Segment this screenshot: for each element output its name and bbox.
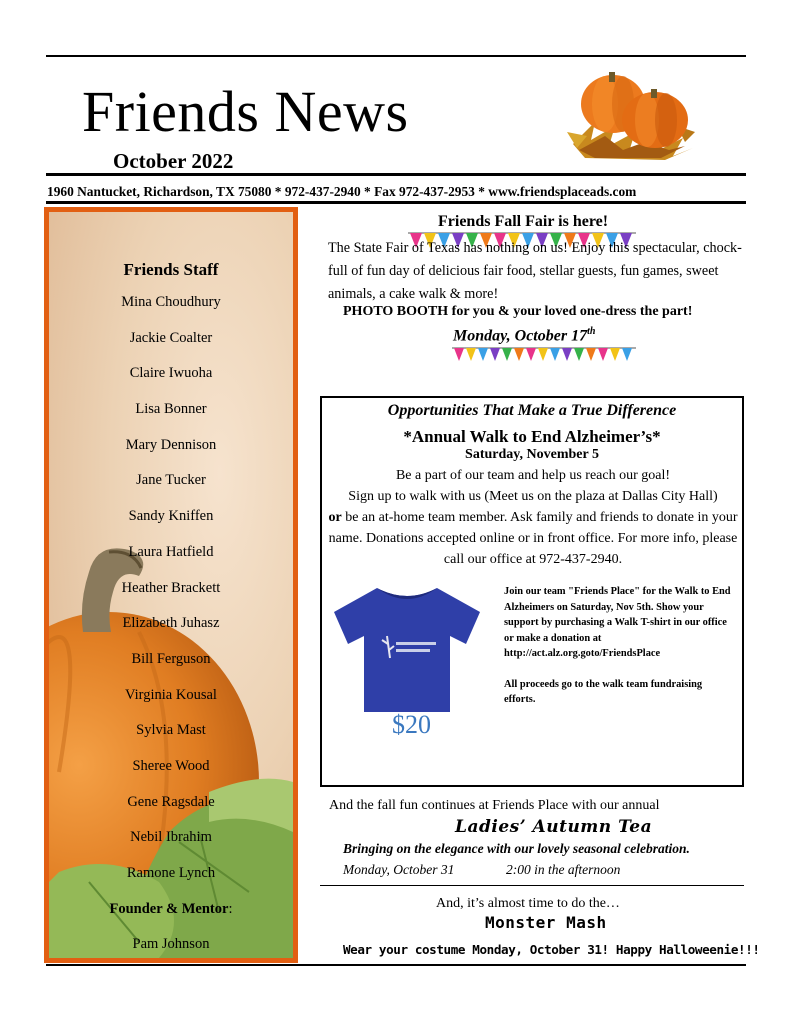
pennant-flag	[502, 348, 512, 361]
top-rule	[46, 55, 746, 57]
fall-fair-date-main: Monday, October 17	[453, 327, 588, 345]
pennant-flag	[586, 348, 596, 361]
pennant-flag	[526, 348, 536, 361]
sidebar-panel	[49, 212, 293, 958]
pumpkins-leaves-image	[565, 62, 697, 160]
pennant-flag	[490, 348, 500, 361]
pennant-flag	[610, 348, 620, 361]
founder-line	[49, 899, 293, 935]
pennant-flag	[622, 348, 632, 361]
staff-member: Jane Tucker	[136, 472, 206, 489]
pennant-flag	[538, 348, 548, 361]
walk-or: or	[328, 510, 342, 525]
staff-member: Laura Hatfield	[128, 543, 214, 560]
staff-sidebar	[44, 207, 298, 963]
tea-rule	[320, 885, 744, 886]
header-rule	[46, 173, 746, 176]
fall-fair-description: The State Fair of Texas has nothing on us! Enjoy this spectacular, chock-full of fun day of delicious fair food, stellar guests, fun games, sweet animals, a cake walk & more!	[328, 240, 742, 302]
staff-member: Jackie Coalter	[129, 329, 213, 346]
fall-fair-date	[453, 326, 595, 345]
tshirt-info	[504, 584, 736, 708]
walk-tshirt-image	[332, 578, 482, 718]
pennant-banner-bottom	[452, 347, 642, 363]
walk-line-1: Be a part of our team and help us reach our goal!	[395, 468, 671, 483]
tea-subtitle: Bringing on the elegance with our lovely seasonal celebration.	[343, 841, 690, 856]
tshirt-join-text: Join our team "Friends Place" for the Walk to End Alzheimers on Saturday, Nov 5th. Show your support by purchasing a Walk T-shirt in our office or make a donation at http://act.alz.org.goto/FriendsPlace	[504, 586, 731, 659]
staff-member: Virginia Kousal	[125, 686, 217, 703]
staff-member: Elizabeth Juhasz	[122, 615, 220, 632]
fall-fair-date-suffix: th	[587, 326, 596, 337]
newsletter-month: October 2022	[113, 149, 234, 173]
tshirt-price: $20	[392, 710, 431, 739]
pennant-flag	[514, 348, 524, 361]
pennant-flag	[478, 348, 488, 361]
staff-member: Mary Dennison	[125, 436, 217, 453]
founder-name: Pam Johnson	[132, 936, 210, 953]
photo-booth-note: PHOTO BOOTH for you & your loved one-dress the part!	[343, 304, 693, 319]
staff-member: Lisa Bonner	[135, 401, 207, 418]
staff-member: Nebil Ibrahim	[130, 829, 212, 846]
staff-member: Ramone Lynch	[126, 865, 216, 881]
staff-heading: Friends Staff	[123, 260, 219, 279]
mash-title: Monster Mash	[485, 913, 607, 932]
tea-title: Ladies’ Autumn Tea	[455, 817, 653, 837]
tea-intro: And the fall fun continues at Friends Place with our annual	[329, 798, 660, 813]
opportunities-box	[320, 396, 744, 787]
pennant-flag	[454, 348, 464, 361]
staff-member: Sheree Wood	[132, 757, 210, 774]
fall-fair-title: Friends Fall Fair is here!	[438, 213, 609, 230]
tshirt-proceeds-text: All proceeds go to the walk team fundraising efforts.	[504, 678, 703, 705]
address-rule	[46, 201, 746, 204]
staff-list	[49, 292, 293, 958]
tea-time: 2:00 in the afternoon	[506, 862, 621, 877]
pennant-flag	[550, 348, 560, 361]
mash-subtitle: Wear your costume Monday, October 31! Happy Halloweenie!!!	[343, 942, 760, 957]
walk-date: Saturday, November 5	[465, 447, 599, 462]
pennant-flag	[466, 348, 476, 361]
address-line: 1960 Nantucket, Richardson, TX 75080 * 972-437-2940 * Fax 972-437-2953 * www.friendsplaceads.com	[47, 184, 637, 199]
opportunities-heading: Opportunities That Make a True Difference	[387, 402, 677, 419]
tea-date: Monday, October 31	[343, 862, 455, 877]
walk-rest-text: be an at-home team member. Ask family and friends to donate in your name. Donations accepted online or in front office. For more info, please call our office at 972-437-2940.	[328, 510, 738, 567]
founder-colon: :	[228, 900, 233, 917]
newsletter-title: Friends News	[82, 79, 409, 144]
pennant-flag	[598, 348, 608, 361]
walk-title: *Annual Walk to End Alzheimer’s*	[403, 427, 661, 446]
pennant-flag	[574, 348, 584, 361]
staff-member: Claire Iwuoha	[129, 365, 213, 382]
staff-member: Sylvia Mast	[136, 722, 206, 739]
bottom-rule	[46, 964, 746, 966]
mash-intro: And, it’s almost time to do the…	[436, 896, 620, 911]
pennant-flag	[562, 348, 572, 361]
staff-member: Gene Ragsdale	[127, 793, 215, 810]
staff-member: Sandy Kniffen	[128, 508, 214, 525]
walk-description	[328, 465, 738, 570]
walk-line-2: Sign up to walk with us (Meet us on the plaza at Dallas City Hall)	[348, 489, 718, 504]
staff-member: Bill Ferguson	[131, 650, 211, 667]
staff-member: Heather Brackett	[121, 579, 221, 596]
walk-line-rest	[328, 507, 738, 570]
staff-member: Mina Choudhury	[121, 294, 221, 310]
founder-label: Founder & Mentor	[109, 900, 229, 917]
